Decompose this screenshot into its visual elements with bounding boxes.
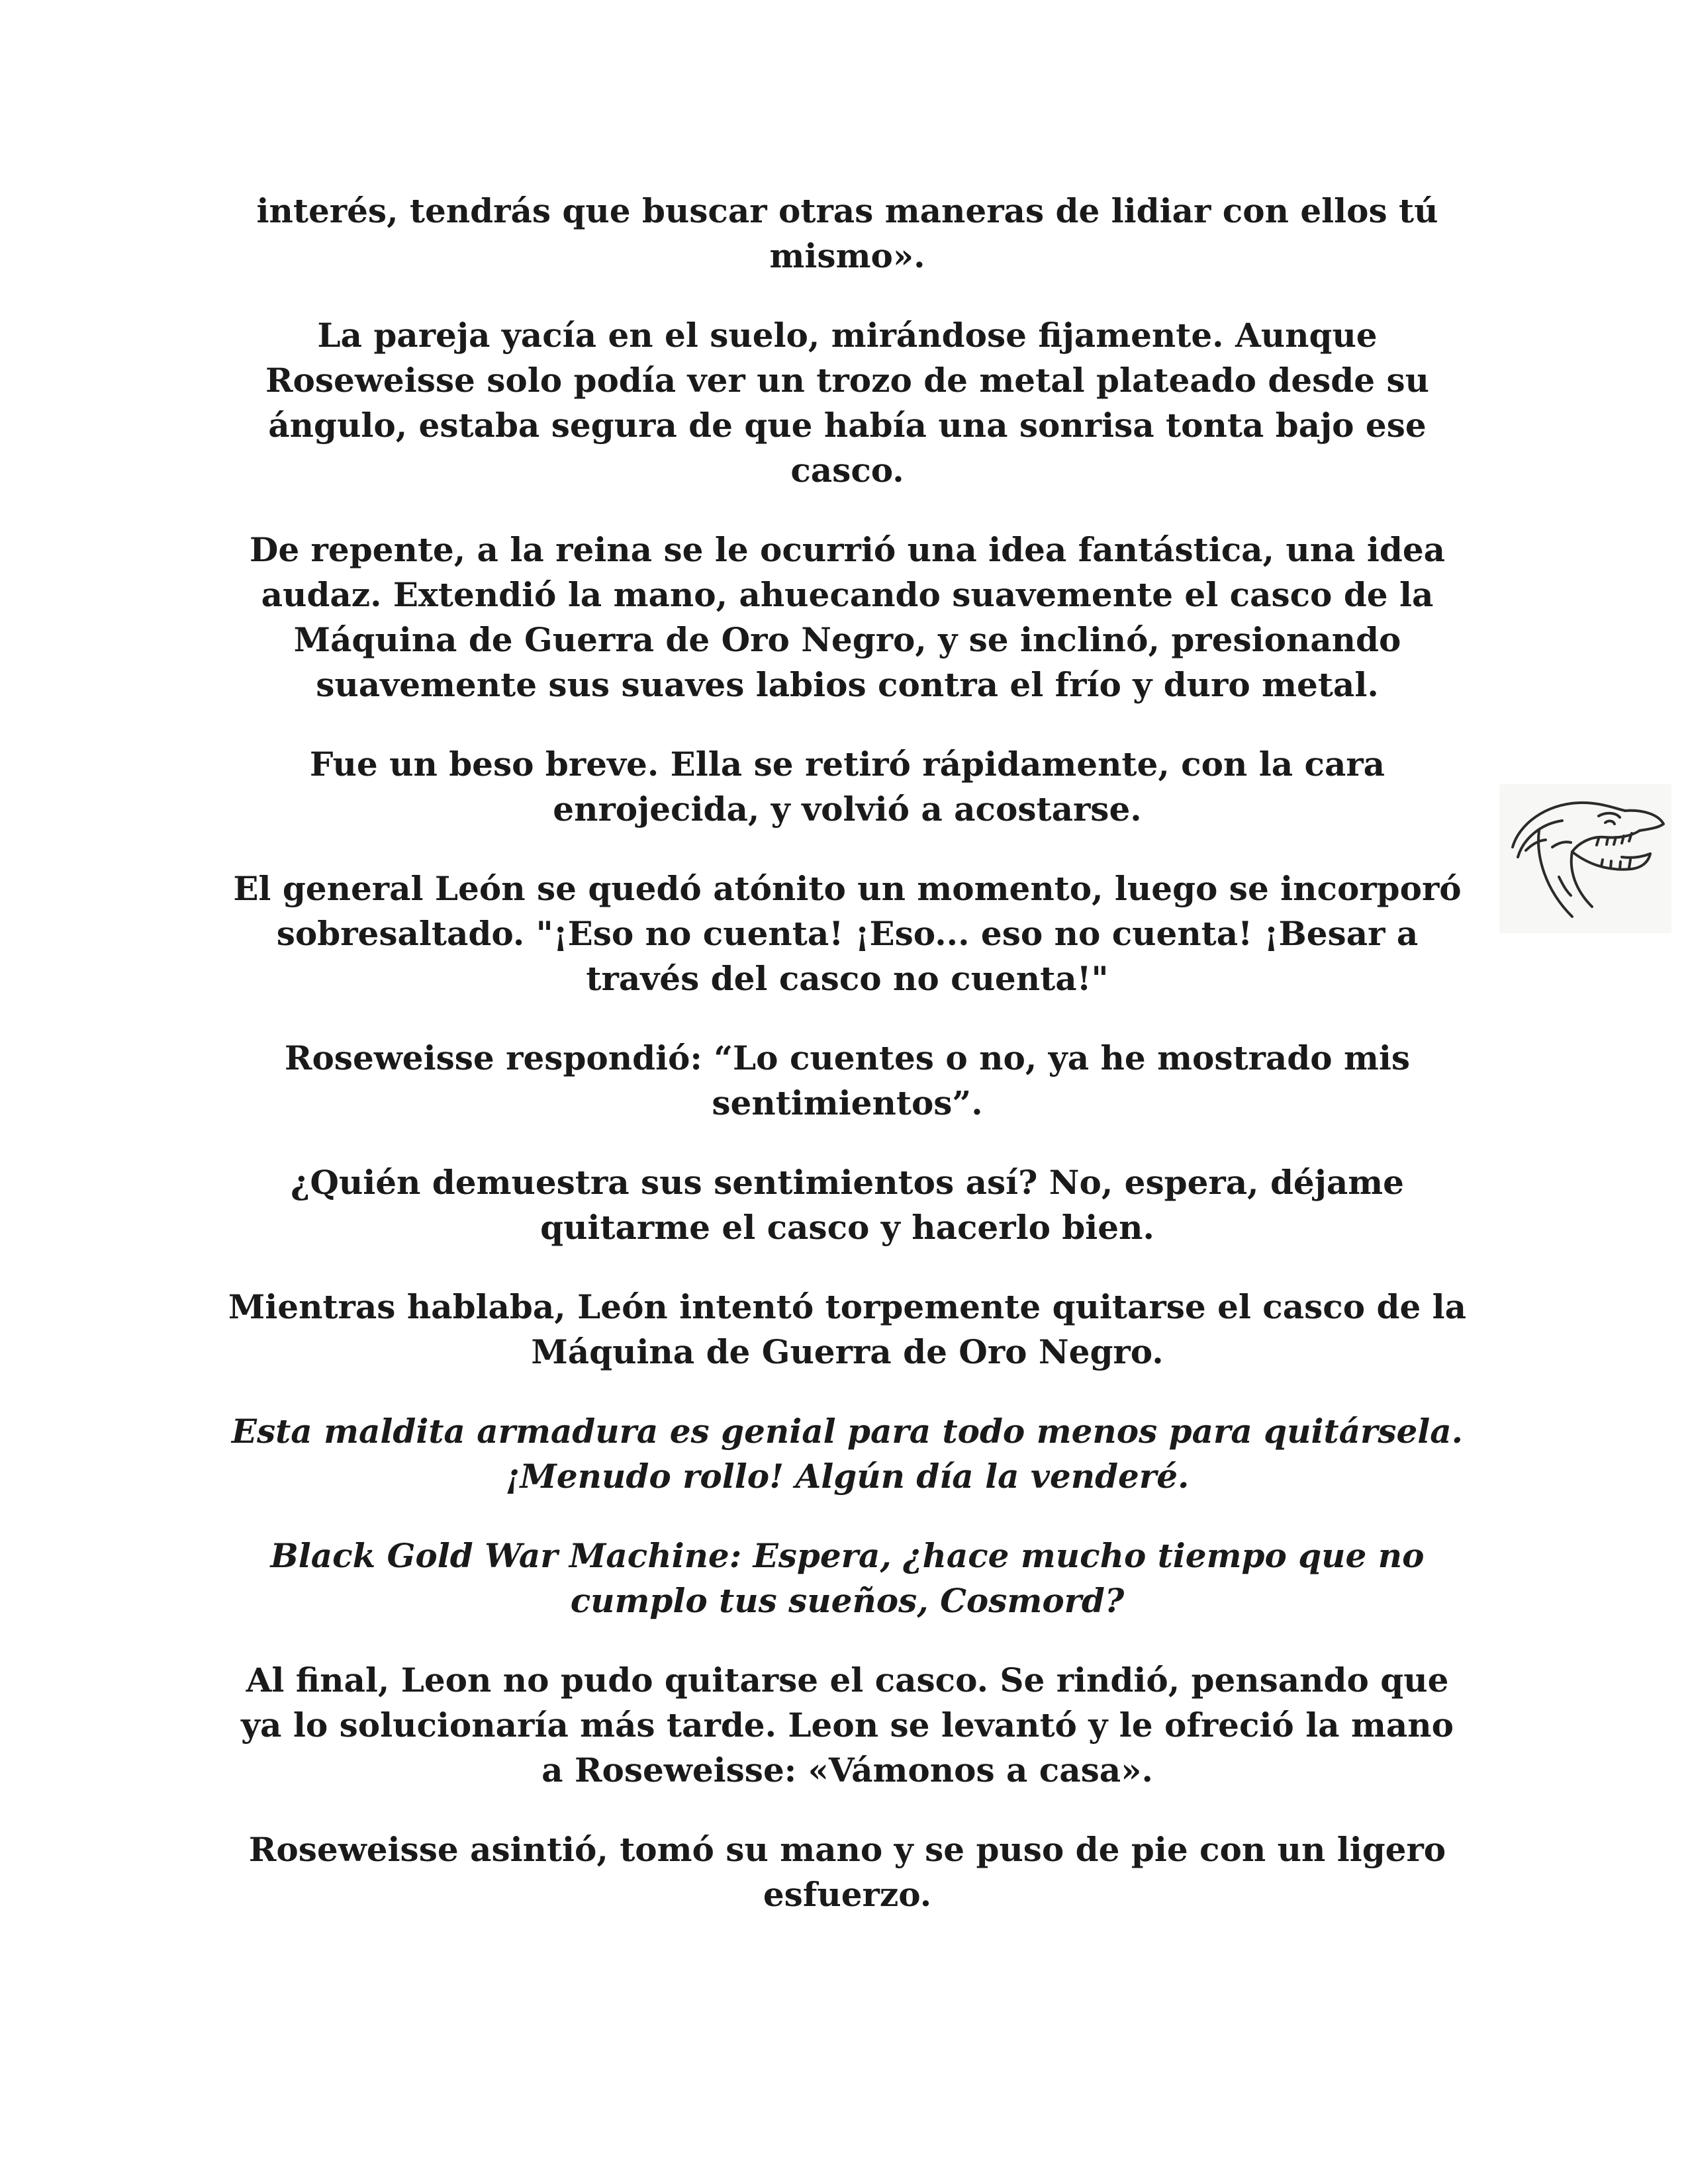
paragraph: Al final, Leon no pudo quitarse el casco. Se rindió, pensando que ya lo solucionaría más tarde. Leon se levantó y le ofreció la mano a Roseweisse: «Vámonos a casa». <box>240 1661 1454 1790</box>
paragraph: Fue un beso breve. Ella se retiró rápidamente, con la cara enrojecida, y volvió a acostarse. <box>309 745 1385 829</box>
dinosaur-head-sketch-icon <box>1499 784 1671 933</box>
paragraph: interés, tendrás que buscar otras maneras de lidiar con ellos tú mismo». <box>256 191 1438 275</box>
paragraph: El general León se quedó atónito un momento, luego se incorporó sobresaltado. "¡Eso no cuenta! ¡Eso... eso no cuenta! ¡Besar a través del casco no cuenta!" <box>233 869 1462 998</box>
paragraph: Mientras hablaba, León intentó torpemente quitarse el casco de la Máquina de Guerra de Oro Negro. <box>228 1287 1467 1371</box>
italic-paragraph: Esta maldita armadura es genial para todo menos para quitársela. ¡Menudo rollo! Algún día la venderé. <box>231 1412 1464 1496</box>
paragraph: Roseweisse respondió: “Lo cuentes o no, ya he mostrado mis sentimientos”. <box>284 1038 1411 1122</box>
paragraph: La pareja yacía en el suelo, mirándose fijamente. Aunque Roseweisse solo podía ver un trozo de metal plateado desde su ángulo, estaba segura de que había una sonrisa tonta bajo ese casco. <box>265 316 1429 490</box>
italic-paragraph: Black Gold War Machine: Espera, ¿hace mucho tiempo que no cumplo tus sueños, Cosmord? <box>270 1536 1425 1620</box>
document-body <box>225 189 1470 1952</box>
paragraph: Roseweisse asintió, tomó su mano y se puso de pie con un ligero esfuerzo. <box>248 1830 1446 1914</box>
paragraph: ¿Quién demuestra sus sentimientos así? No, espera, déjame quitarme el casco y hacerlo bien. <box>291 1163 1404 1247</box>
paragraph: De repente, a la reina se le ocurrió una idea fantástica, una idea audaz. Extendió la mano, ahuecando suavemente el casco de la Máquina de Guerra de Oro Negro, y se inclinó, presionando suavemente sus suaves labios contra el frío y duro metal. <box>249 530 1446 704</box>
